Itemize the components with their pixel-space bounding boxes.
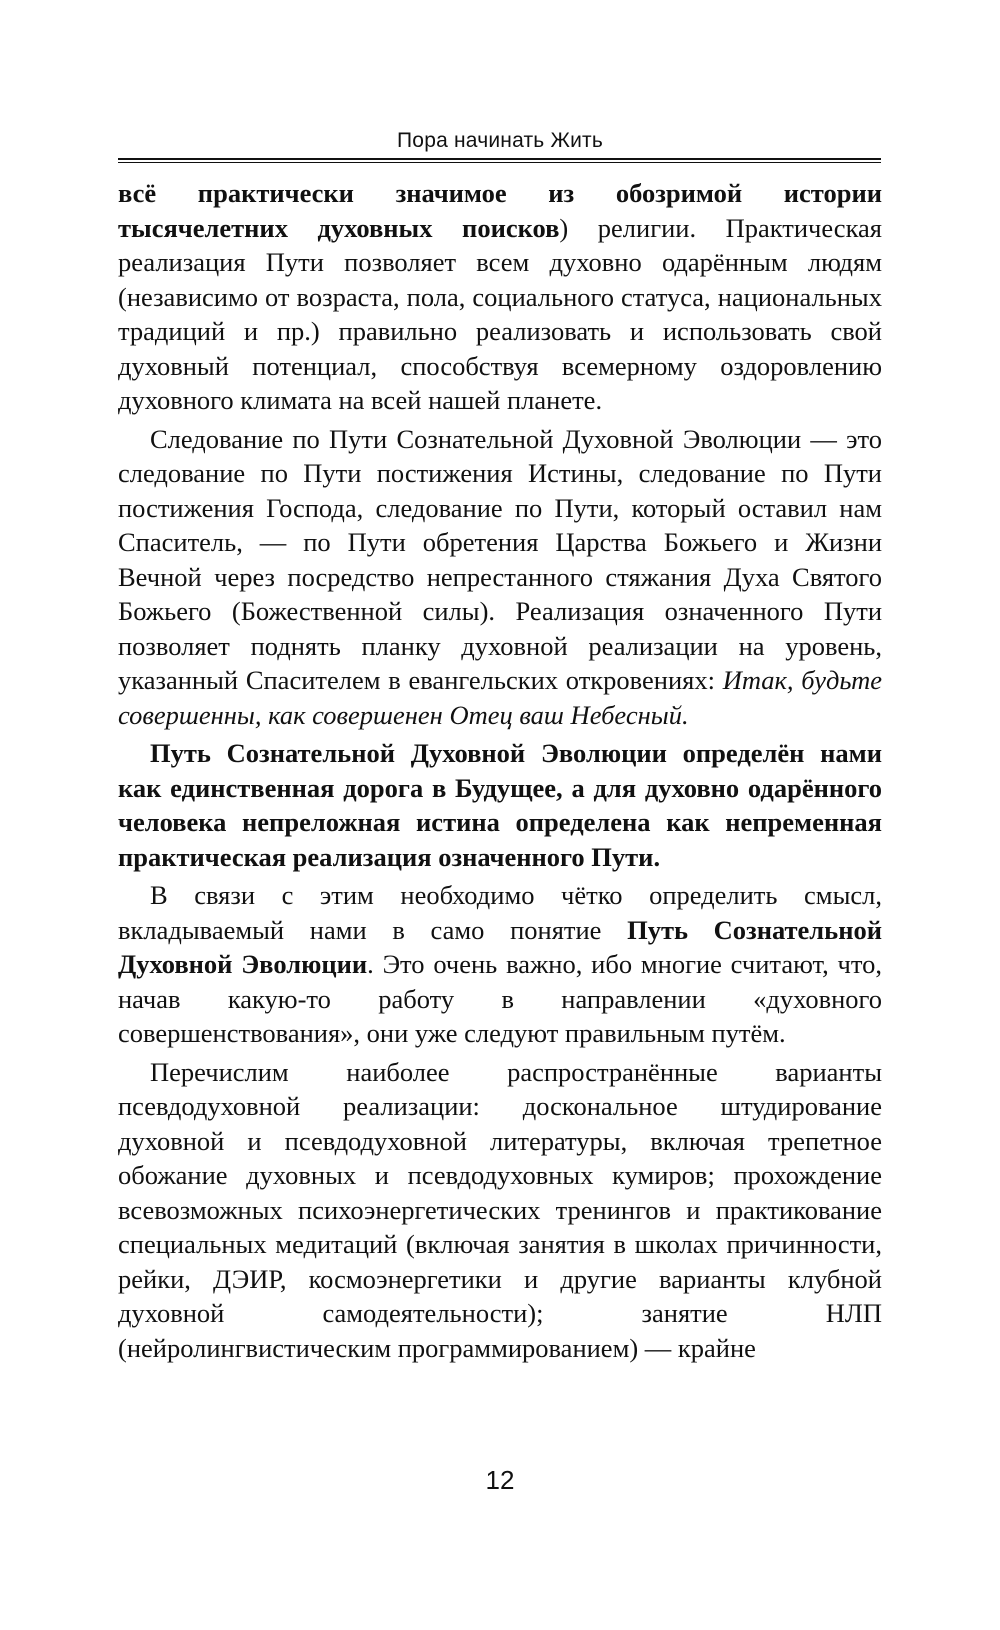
page-number: 12 [485, 1465, 515, 1495]
running-head: Пора начинать Жить [397, 129, 603, 152]
paragraph-4-text-before: В связи с этим необходимо чётко определить смысл, вкладываемый нами в само понятие [118, 880, 882, 945]
paragraph-4-text-after: . Это очень важно, ибо многие считают, что, начав какую-то работу в направлении «духовного совершенствования», они уже следуют правильным путём. [118, 949, 882, 1048]
paragraph-2-text: Следование по Пути Сознательной Духовной Эволюции — это следование по Пути постижения Истины, следование по Пути постижения Господа, следование по Пути, который оставил нам Спаситель, — по Пути обретения Царства Божьего и Жизни Вечной через посредство непрестанного стяжания Духа Святого Божьего (Божественной силы). Реализация означенного Пути позволяет поднять планку духовной реализации на уровень, указанный Спасителем в евангельских откровениях: [118, 423, 882, 695]
paragraph-2-quote: Итак, будьте совершенны, как совершенен Отец ваш Небесный. [118, 665, 882, 730]
paragraph-4 [118, 878, 882, 1051]
paragraph-4-bold: Путь Сознательной Духовной Эволюции [118, 914, 882, 979]
paragraph-5: Перечислим наиболее распространённые варианты псевдодуховной реализации: доскональное штудирование духовной и псевдодуховной литературы, включая трепетное обожание духовных и псевдодуховных кумиров; прохождение всевозможных психоэнергетических тренингов и практикование специальных медитаций (включая занятия в школах причинности, рейки, ДЭИР, космоэнергетики и другие варианты клубной духовной самодеятельности); занятие НЛП (нейролингвистическим программированием) — крайне [118, 1056, 882, 1363]
header-rule-thin [118, 162, 881, 163]
paragraph-1-text: ) религии. Практическая реализация Пути позволяет всем духовно одарённым людям (независимо от возраста, пола, социального статуса, национальных традиций и пр.) правильно реализовать и использовать свой духовный потенциал, способствуя всемерному оздоровлению духовного климата на всей нашей планете. [118, 212, 882, 415]
paragraph-1-bold: всё практически значимое из обозримой истории тысячелетних духовных поисков [118, 178, 882, 243]
header-rule [118, 158, 881, 160]
paragraph-1 [118, 176, 882, 418]
paragraph-3: Путь Сознательной Духовной Эволюции определён нами как единственная дорога в Будущее, а для духовно одарённого человека непреложная истина определена как непременная практическая реализация означенного Пути. [118, 738, 882, 872]
text-body [118, 176, 882, 1365]
paragraph-2 [118, 422, 882, 733]
